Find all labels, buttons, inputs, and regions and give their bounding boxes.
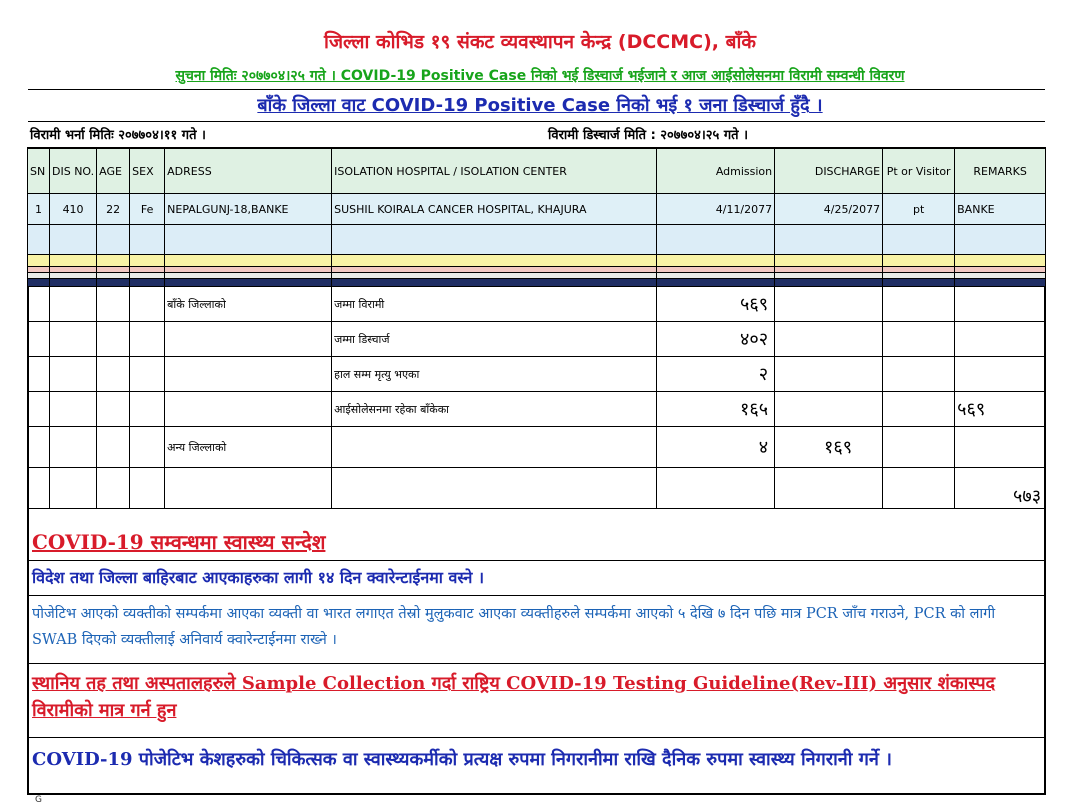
separator-row bbox=[28, 279, 1046, 287]
notice-line bbox=[0, 66, 1080, 85]
header-age: AGE bbox=[97, 149, 130, 194]
divider bbox=[27, 560, 1046, 561]
sample-text: स्थानिय तह तथा अस्पतालहरुले Sample Collection गर्दा राष्ट्रिय COVID-19 Testing Guideline(Rev-III) अनुसार शंकास्पद विरामीको मात्र गर्न हुन bbox=[32, 673, 996, 721]
cell-dis-no: 410 bbox=[50, 194, 97, 225]
health-message-heading bbox=[32, 528, 325, 555]
header-address: ADRESS bbox=[165, 149, 332, 194]
subtitle bbox=[0, 93, 1080, 117]
summary-row-other bbox=[28, 427, 1046, 468]
footer-mark: G bbox=[35, 795, 42, 805]
other-value: ४ bbox=[657, 427, 775, 468]
monitoring-message: COVID-19 पोजेटिभ केशहरुको चिकित्सक वा स्वास्थ्यकर्मीको प्रत्यक्ष रुपमा निगरानीमा राखि दैनिक रुपमा स्वास्थ्य निगरानी गर्ने । bbox=[32, 749, 892, 770]
notice-text: सुचना मितिः २०७७०४।२५ गते । COVID-19 Positive Case निको भई डिस्चार्ज भईजाने र आज आईसोलेसनमा विरामी सम्वन्धी विवरण bbox=[175, 68, 905, 84]
discharged-label: जम्मा डिस्चार्ज bbox=[332, 322, 657, 357]
header-dis-no: DIS NO. bbox=[50, 149, 97, 194]
cell-sex: Fe bbox=[130, 194, 165, 225]
deaths-value: २ bbox=[657, 357, 775, 392]
empty-row bbox=[28, 255, 1046, 267]
isolation-label: आईसोलेसनमा रहेका बाँकेका bbox=[332, 392, 657, 427]
isolation-value: १६५ bbox=[657, 392, 775, 427]
header-admission: Admission bbox=[657, 149, 775, 194]
header-discharge: DISCHARGE bbox=[775, 149, 883, 194]
header-sn: SN bbox=[28, 149, 50, 194]
admission-date: विरामी भर्ना मितिः २०७७०४।११ गते । bbox=[30, 128, 206, 143]
empty-row bbox=[28, 225, 1046, 255]
quarantine-message: विदेश तथा जिल्ला बाहिरबाट आएकाहरुका लागी १४ दिन क्वारेन्टाईनमा वस्ने । bbox=[32, 568, 485, 587]
summary-row-isolation bbox=[28, 392, 1046, 427]
header-remarks: REMARKS bbox=[955, 149, 1046, 194]
cell-sn: 1 bbox=[28, 194, 50, 225]
summary-row-deaths bbox=[28, 357, 1046, 392]
cell-admission: 4/11/2077 bbox=[657, 194, 775, 225]
cell-type: pt bbox=[883, 194, 955, 225]
cell-age: 22 bbox=[97, 194, 130, 225]
heading-text: COVID-19 सम्वन्धमा स्वास्थ्य सन्देश bbox=[32, 530, 326, 554]
patient-table bbox=[27, 148, 1046, 509]
discharge-date: विरामी डिस्चार्ज मिति : २०७७०४।२५ गते । bbox=[548, 128, 749, 143]
divider bbox=[27, 737, 1046, 738]
cell-hospital: SUSHIL KOIRALA CANCER HOSPITAL, KHAJURA bbox=[332, 194, 657, 225]
divider bbox=[28, 121, 1045, 122]
divider bbox=[27, 663, 1046, 664]
cell-discharge: 4/25/2077 bbox=[775, 194, 883, 225]
page-title: जिल्ला कोभिड १९ संकट व्यवस्थापन केन्द्र (DCCMC), बाँके bbox=[324, 31, 756, 53]
banke-label: बाँके जिल्लाको bbox=[165, 287, 332, 322]
subtitle-text: बाँके जिल्ला वाट COVID-19 Positive Case निको भई १ जना डिस्चार्ज हुँदै । bbox=[257, 95, 823, 116]
summary-row-discharged bbox=[28, 322, 1046, 357]
discharged-value: ४०२ bbox=[657, 322, 775, 357]
summary-row-grand bbox=[28, 468, 1046, 509]
pcr-message: पोजेटिभ आएको व्यक्तीको सम्पर्कमा आएका व्यक्ती वा भारत लगाएत तेस्रो मुलुकवाट आएका व्यक्तीहरुले सम्पर्कमा आएको ५ देखि ७ दिन पछि मात्र PCR जाँच गराउने, PCR को लागी SWAB दिएको व्यक्तीलाई अनिवार्य क्वारेन्टाईनमा राख्ने । bbox=[32, 606, 996, 648]
header-sex: SEX bbox=[130, 149, 165, 194]
table-row bbox=[28, 194, 1046, 225]
header-hospital: ISOLATION HOSPITAL / ISOLATION CENTER bbox=[332, 149, 657, 194]
grand-total: ५७३ bbox=[955, 468, 1046, 509]
table-header bbox=[28, 149, 1046, 194]
total-label: जम्मा विरामी bbox=[332, 287, 657, 322]
cell-remarks: BANKE bbox=[955, 194, 1046, 225]
total-value: ५६९ bbox=[657, 287, 775, 322]
divider bbox=[28, 89, 1045, 90]
isolation-remark: ५६९ bbox=[955, 392, 1046, 427]
deaths-label: हाल सम्म मृत्यु भएका bbox=[332, 357, 657, 392]
summary-row-total bbox=[28, 287, 1046, 322]
sample-message bbox=[32, 670, 1042, 724]
other-label: अन्य जिल्लाको bbox=[165, 427, 332, 468]
divider bbox=[27, 595, 1046, 596]
other-isolation: १६९ bbox=[775, 427, 883, 468]
header-pt-visitor: Pt or Visitor bbox=[883, 149, 955, 194]
cell-address: NEPALGUNJ-18,BANKE bbox=[165, 194, 332, 225]
